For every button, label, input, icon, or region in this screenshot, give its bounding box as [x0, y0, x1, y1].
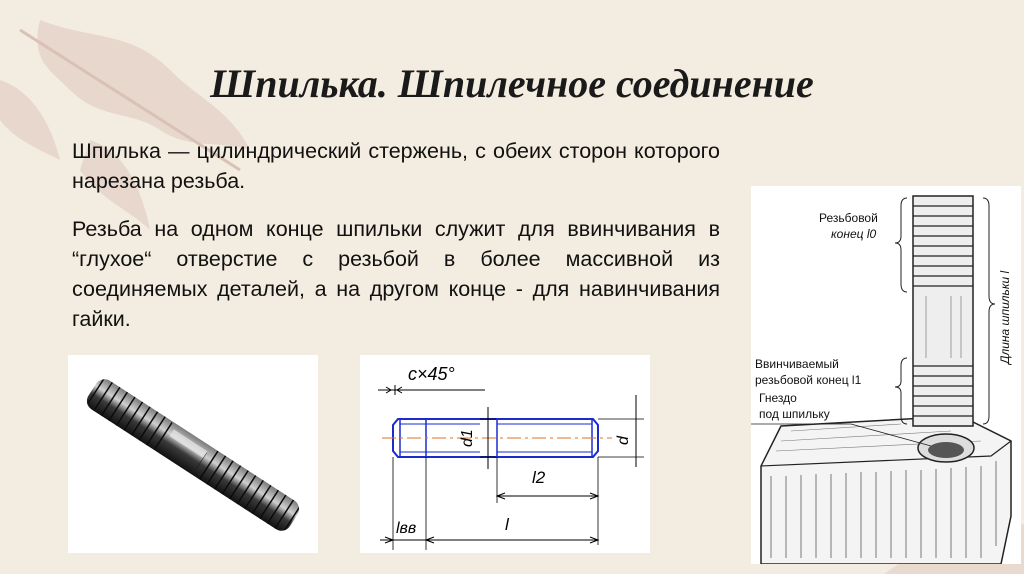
definition-paragraph: Шпилька — цилиндрический стержень, с обеих сторон которого нарезана резьба.: [72, 139, 720, 193]
stud-technical-drawing: [360, 355, 650, 553]
page-title: Шпилька. Шпилечное соединение: [210, 61, 814, 106]
screw-end-label-line2: резьбовой конец l1: [755, 373, 862, 387]
socket-label-line1: Гнездо: [759, 391, 797, 405]
length-label: Длина шпильки l: [998, 270, 1012, 364]
thread-end-label-line1: Резьбовой: [819, 211, 878, 225]
screw-end-label-line1: Ввинчиваемый: [755, 357, 839, 371]
d-label: d: [615, 436, 632, 445]
l2-label: l2: [532, 468, 546, 487]
stud-photo: [68, 355, 318, 553]
lvv-label: lвв: [396, 520, 417, 537]
stud-connection-illustration: [751, 186, 1021, 564]
thread-end-label-line2: конец l0: [831, 227, 877, 241]
l-label: l: [505, 515, 509, 534]
chamfer-label: c×45°: [408, 364, 455, 384]
socket-label-line2: под шпильку: [759, 407, 830, 421]
usage-paragraph: Резьба на одном конце шпильки служит для ввинчивания в “глухое“ отверстие с резьбой в более массивной из соединяемых деталей, а на другом конце - для навинчивания гайки.: [72, 217, 720, 331]
d1-label: d1: [459, 429, 476, 447]
